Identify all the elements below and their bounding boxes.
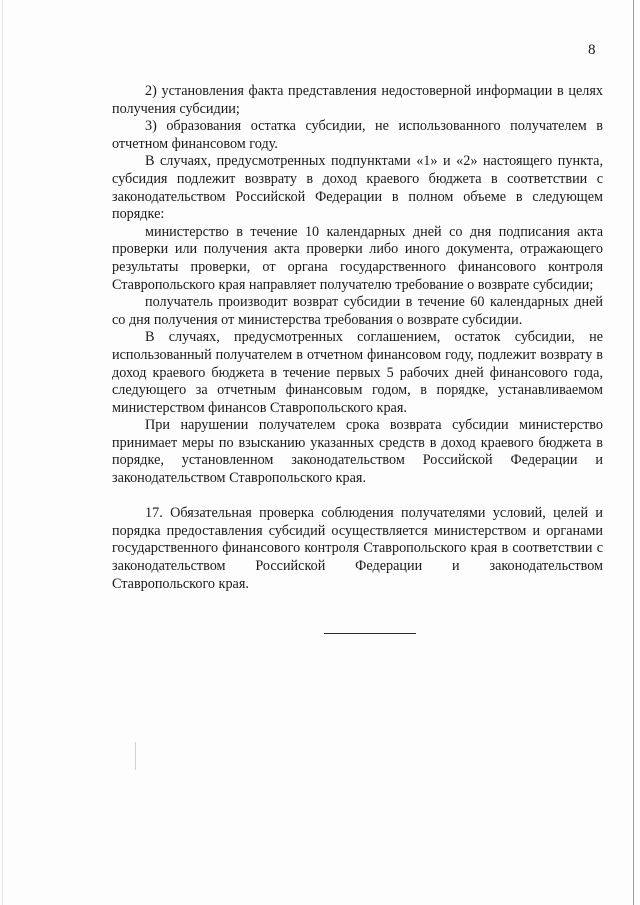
paragraph-17: 17. Обязательная проверка соблюдения получателями условий, целей и порядка предоставления субсидий осуществляется министерством и органами государственного финансового контроля Ставропольского края в соответствии с законодательством Российской Федерации и законодательством Ставропольского края. (112, 505, 603, 592)
scan-artifact (135, 742, 136, 770)
scan-edge-left (2, 0, 3, 905)
document-body (112, 83, 603, 593)
paragraph-item-2: 2) установления факта представления недостоверной информации в целях получения субсидии; (112, 83, 603, 117)
paragraph-ministry-requirement: министерство в течение 10 календарных дней со дня подписания акта проверки или получения акта проверки либо иного документа, отражающего результаты проверки, от органа государственного финансового контроля Ставропольского края направляет получателю требование о возврате субсидии; (112, 223, 603, 293)
page-number: 8 (588, 42, 596, 58)
paragraph-item-3: 3) образования остатка субсидии, не использованного получателем в отчетном финансовом году. (112, 118, 603, 152)
paragraph-recipient-return: получатель производит возврат субсидии в течение 60 календарных дней со дня получения от министерства требования о возврате субсидии. (112, 294, 603, 328)
scan-edge-right (633, 0, 634, 905)
end-divider (324, 633, 416, 634)
paragraph-violation-measures: При нарушении получателем срока возврата субсидии министерство принимает меры по взысканию указанных средств в доход краевого бюджета в порядке, установленном законодательством Российской Федерации и законодательством Ставропольского края. (112, 417, 603, 487)
paragraph-balance-return: В случаях, предусмотренных соглашением, остаток субсидии, не использованный получателем в отчетном финансовом году, подлежит возврату в доход краевого бюджета в течение первых 5 рабочих дней финансового года, следующего за отчетным финансовым годом, в порядке, устанавливаемом министерством финансов Ставропольского края. (112, 329, 603, 416)
paragraph-return-conditions: В случаях, предусмотренных подпунктами «1» и «2» настоящего пункта, субсидия подлежит возврату в доход краевого бюджета в соответствии с законодательством Российской Федерации в полном объеме в следующем порядке: (112, 153, 603, 223)
